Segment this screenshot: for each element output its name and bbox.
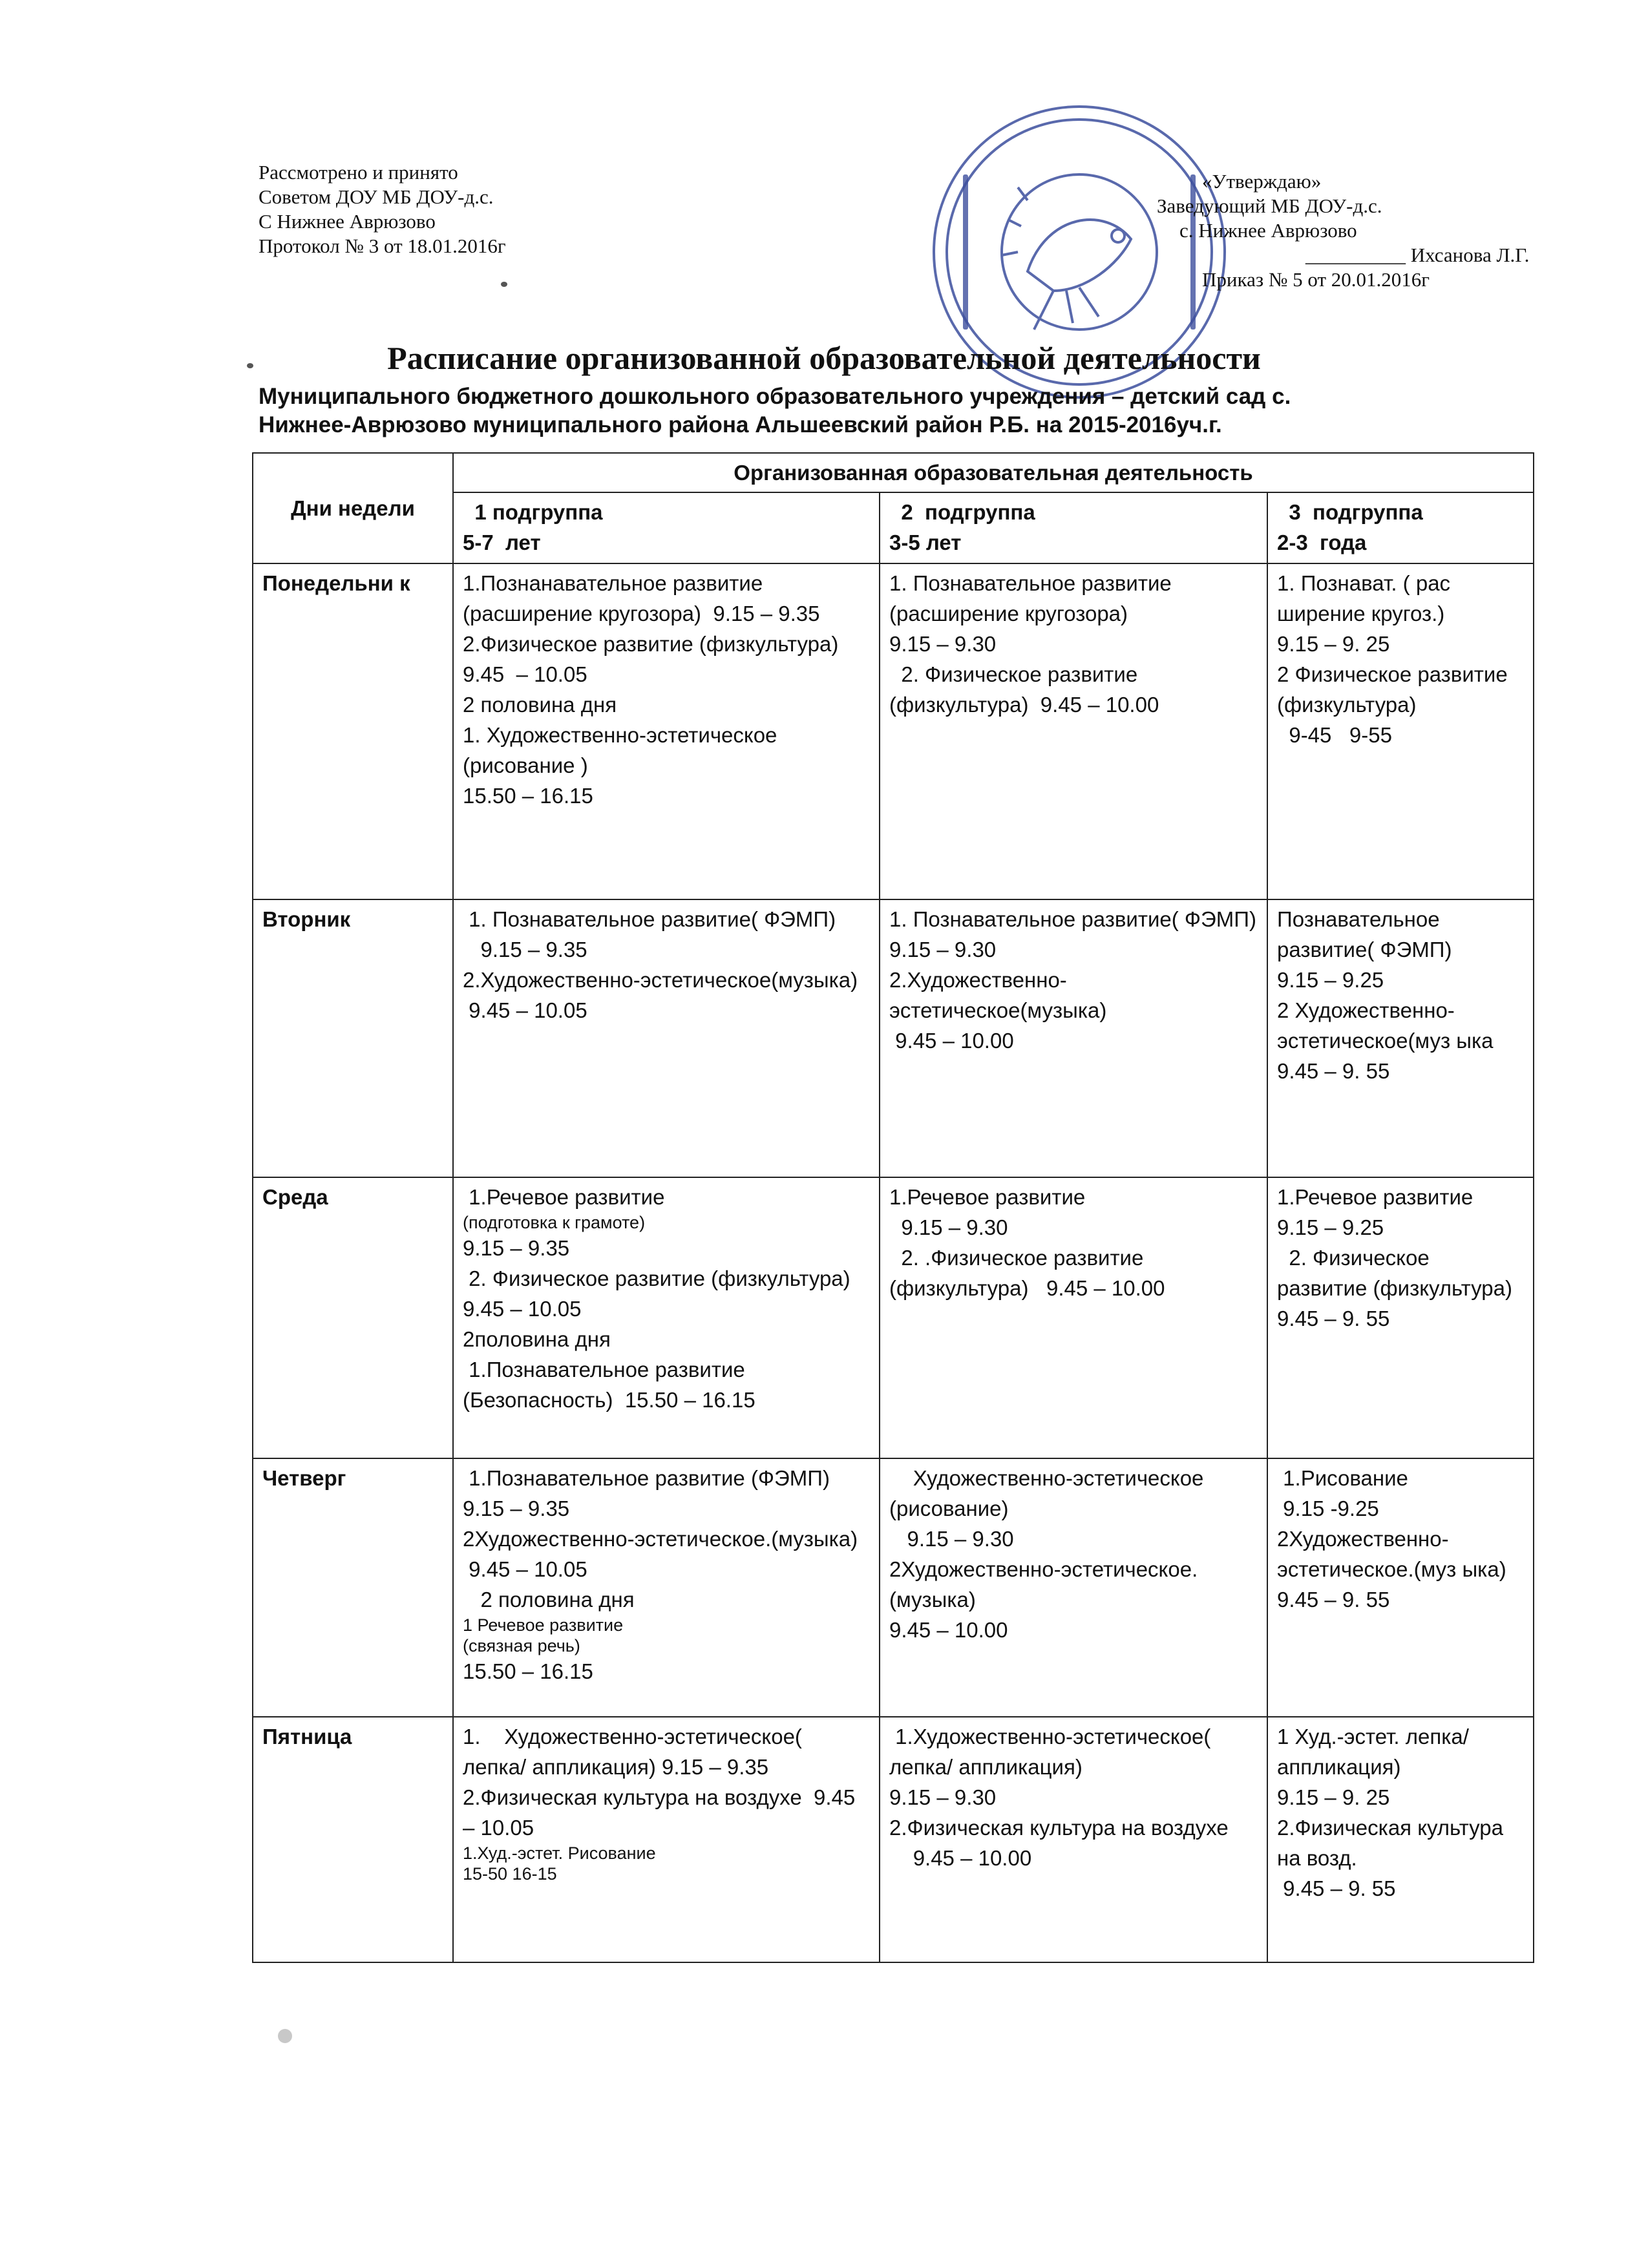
subgroup-age: 3-5 лет — [889, 530, 962, 554]
hole-punch-mark — [278, 2029, 292, 2043]
activity-line: 2.Физическая культура на воздухе — [889, 1816, 1229, 1840]
activity-line: 1.Речевое развитие — [463, 1185, 665, 1209]
table-row — [253, 1177, 1534, 1458]
activity-line: 2.Физическое развитие (физкультура) 9.45 – 10.05 — [463, 632, 856, 686]
activity-line: 1.Худ.-эстет. Рисование — [463, 1843, 656, 1863]
scan-speck — [247, 363, 253, 368]
approval-line: С Нижнее Аврюзово — [259, 210, 436, 233]
activity-line: 2. .Физическое развитие (физкультура) 9.45 – 10.00 — [889, 1246, 1165, 1300]
activity-line: 1 Худ.-эстет. лепка/ аппликация) — [1277, 1725, 1475, 1779]
document-title: Расписание организованной образовательной деятельности — [387, 340, 1261, 376]
activity-line: Художественно-эстетическое (рисование) — [889, 1466, 1210, 1520]
subgroup-header — [1267, 492, 1534, 563]
approval-line — [1157, 243, 1529, 268]
day-cell: Среда — [253, 1177, 453, 1458]
activity-line: 2 половина дня — [463, 693, 617, 717]
activity-line: 9.45 – 10.00 — [889, 1029, 1014, 1053]
schedule-cell — [880, 899, 1267, 1177]
activity-line: 9.15 – 9.30 — [889, 1527, 1014, 1551]
subgroup-age: 5-7 лет — [463, 530, 541, 554]
activity-line: 9.45 – 9. 55 — [1277, 1059, 1390, 1083]
schedule-cell — [453, 563, 880, 899]
schedule-cell — [1267, 1458, 1534, 1717]
approval-line: Советом ДОУ МБ ДОУ-д.с. — [259, 185, 494, 208]
day-cell: Понедельни к — [253, 563, 453, 899]
activity-line: 1. Художественно-эстетическое( лепка/ аппликация) 9.15 – 9.35 — [463, 1725, 808, 1779]
schedule-cell — [880, 1458, 1267, 1717]
activity-line: 9.15 – 9.30 — [889, 1785, 997, 1809]
activity-line: 9.45 – 9. 55 — [1277, 1588, 1390, 1612]
schedule-table — [252, 452, 1534, 1963]
table-header-row — [253, 453, 1534, 492]
activity-line: 1. Художественно-эстетическое (рисование ) — [463, 723, 783, 777]
activity-line: 9.15 – 9.30 — [889, 632, 997, 656]
activity-line: 9.15 – 9.30 — [889, 1215, 1008, 1239]
schedule-cell — [453, 1717, 880, 1962]
activity-line: 1. Познавательное развитие( ФЭМП) — [889, 907, 1256, 931]
approval-line: с. Нижнее Аврюзово — [1179, 219, 1357, 242]
activity-line: 9.15 -9.25 — [1277, 1496, 1379, 1520]
scan-speck — [501, 282, 507, 287]
activity-line: 9.15 – 9.35 — [463, 1236, 570, 1260]
schedule-cell — [880, 1717, 1267, 1962]
activity-line: 1. Познавательное развитие (расширение кругозора) — [889, 571, 1178, 625]
activity-line: 2. Физическое развитие (физкультура) 9.45 – 10.05 — [463, 1266, 874, 1321]
subgroup-header — [453, 492, 880, 563]
schedule-cell — [453, 1458, 880, 1717]
activity-line: 2Художественно-эстетическое.(музыка) — [463, 1527, 858, 1551]
activity-line: 9.45 – 9. 55 — [1277, 1307, 1390, 1330]
schedule-body — [253, 563, 1534, 1962]
schedule-cell — [880, 1177, 1267, 1458]
activity-line: 1.Речевое развитие — [889, 1185, 1086, 1209]
activity-line: 2.Физическая культура на возд. — [1277, 1816, 1510, 1870]
approval-line: Рассмотрено и принято — [259, 161, 458, 184]
schedule-cell — [1267, 1717, 1534, 1962]
table-row — [253, 1458, 1534, 1717]
subgroup-header — [880, 492, 1267, 563]
activity-line: 9.45 – 10.05 — [463, 998, 587, 1022]
activity-line: 1.Художественно-эстетическое( лепка/ аппликация) — [889, 1725, 1217, 1779]
schedule-cell — [880, 563, 1267, 899]
day-cell: Вторник — [253, 899, 453, 1177]
subtitle-line: Нижнее-Аврюзово муниципального района Альшеевский район Р.Б. на 2015-2016уч.г. — [259, 412, 1222, 437]
activity-line: 9.45 – 10.00 — [889, 1846, 1032, 1870]
activity-line: 2. Физическое развитие (физкультура) — [1277, 1246, 1512, 1300]
activity-line: 9.15 – 9. 25 — [1277, 1785, 1390, 1809]
schedule-cell — [453, 899, 880, 1177]
activity-line: 2Художественно-эстетическое.(музыка) — [889, 1557, 1198, 1612]
subgroup-name: 1 подгруппа — [463, 500, 603, 524]
schedule-cell — [1267, 1177, 1534, 1458]
document-subtitle — [259, 383, 1551, 439]
approval-block-right — [1157, 169, 1529, 292]
activity-line: 1.Речевое развитие — [1277, 1185, 1474, 1209]
activity-line: 9.15 – 9.25 — [1277, 968, 1384, 992]
approval-line: Приказ № 5 от 20.01.2016г — [1202, 268, 1430, 291]
activity-line: 9.45 – 9. 55 — [1277, 1876, 1396, 1900]
activity-line: 9.45 – 10.00 — [889, 1618, 1008, 1642]
activity-line: 2Художественно-эстетическое.(муз ыка) — [1277, 1527, 1506, 1581]
activity-line: 2.Художественно-эстетическое(музыка) — [463, 968, 858, 992]
activity-line: 1.Познавательное развитие (ФЭМП) 9.15 – 9.35 — [463, 1466, 848, 1520]
table-row — [253, 563, 1534, 899]
activity-line: 15-50 16-15 — [463, 1864, 557, 1884]
subgroup-name: 3 подгруппа — [1277, 500, 1423, 524]
approval-line: Протокол № 3 от 18.01.2016г — [259, 235, 506, 257]
activity-line: 2 Физическое развитие (физкультура) — [1277, 662, 1514, 717]
activity-line: (связная речь) — [463, 1636, 580, 1655]
days-header: Дни недели — [253, 453, 453, 563]
activity-line: Познавательное развитие( ФЭМП) — [1277, 907, 1452, 961]
activity-line: 9-45 9-55 — [1277, 723, 1392, 747]
day-cell: Пятница — [253, 1717, 453, 1962]
table-row — [253, 1717, 1534, 1962]
approval-line: «Утверждаю» — [1202, 170, 1322, 193]
activity-line: 1 Речевое развитие — [463, 1615, 624, 1635]
schedule-cell — [1267, 899, 1534, 1177]
signature-line: __________ — [1305, 244, 1411, 266]
activity-line: 2.Физическая культура на воздухе 9.45 – 10.05 — [463, 1785, 861, 1840]
activity-line: 9.15 – 9.25 — [1277, 1215, 1384, 1239]
activity-line: 1. Познавательное развитие( ФЭМП) — [463, 907, 836, 931]
activity-line: 9.45 – 10.05 — [463, 1557, 587, 1581]
table-row — [253, 899, 1534, 1177]
activity-line: 9.15 – 9.35 — [463, 938, 587, 961]
activity-line: 2половина дня — [463, 1327, 611, 1351]
activity-line: 2 Художественно-эстетическое(муз ыка — [1277, 998, 1494, 1053]
activity-line: 1.Познанавательное развитие (расширение кругозора) 9.15 – 9.35 — [463, 571, 820, 625]
activity-line: 2.Художественно-эстетическое(музыка) — [889, 968, 1107, 1022]
activity-header: Организованная образовательная деятельность — [453, 453, 1534, 492]
activity-line: 2 половина дня — [463, 1588, 635, 1612]
activity-line: (подготовка к грамоте) — [463, 1213, 646, 1232]
schedule-cell — [1267, 563, 1534, 899]
activity-line: 1.Рисование — [1277, 1466, 1408, 1490]
schedule-cell — [453, 1177, 880, 1458]
activity-line: 15.50 – 16.15 — [463, 1659, 593, 1683]
activity-line: 1. Познават. ( рас ширение кругоз.) — [1277, 571, 1457, 625]
day-cell: Четверг — [253, 1458, 453, 1717]
head-name: Ихсанова Л.Г. — [1410, 244, 1530, 266]
activity-line: 9.15 – 9. 25 — [1277, 632, 1390, 656]
subtitle-line: Муниципального бюджетного дошкольного образовательного учреждения – детский сад с. — [259, 384, 1291, 409]
approval-block-left — [259, 160, 506, 258]
activity-line: 9.15 – 9.30 — [889, 938, 997, 961]
activity-line: 2. Физическое развитие (физкультура) 9.45 – 10.00 — [889, 662, 1159, 717]
subgroup-age: 2-3 года — [1277, 530, 1367, 554]
activity-line: 15.50 – 16.15 — [463, 784, 593, 808]
subgroup-name: 2 подгруппа — [889, 500, 1035, 524]
activity-line: 1.Познавательное развитие (Безопасность) 15.50 – 16.15 — [463, 1358, 755, 1412]
approval-line: Заведующий МБ ДОУ-д.с. — [1157, 194, 1382, 217]
